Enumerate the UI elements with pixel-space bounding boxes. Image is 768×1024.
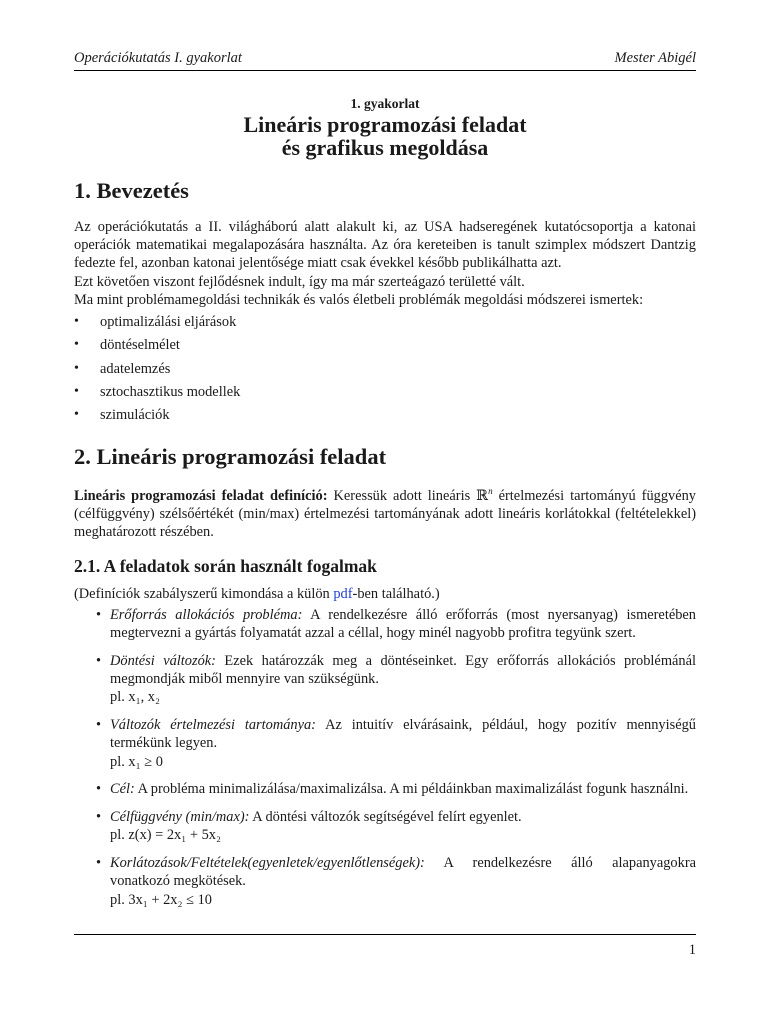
section-2-heading: 2. Lineáris programozási feladat <box>74 444 387 469</box>
bullet-icon: • <box>96 855 102 872</box>
list-item <box>74 808 696 844</box>
concept-example: pl. z(x) = 2x₁ + 5x₂ <box>110 827 221 844</box>
definition-label: Lineáris programozási feladat definíció: <box>74 487 328 504</box>
definition-text-a: Keressük adott lineáris ℝ <box>333 487 489 504</box>
list-item <box>74 716 696 771</box>
title-block <box>74 96 696 159</box>
page-number: 1 <box>688 942 696 958</box>
concept-text: A döntési változók segítségével felírt egyenlet. <box>252 809 522 826</box>
bullet-icon: • <box>74 314 79 329</box>
running-header <box>74 50 696 67</box>
list-item: • döntéselmélet <box>74 337 180 354</box>
list-item <box>74 652 696 707</box>
list-item <box>74 780 696 798</box>
section-1-heading: 1. Bevezetés <box>74 178 189 203</box>
concept-term: Döntési változók: <box>110 653 216 669</box>
header-rule <box>74 70 696 71</box>
definition-superscript: n <box>488 486 493 496</box>
concept-term: Erőforrás allokációs probléma: <box>110 607 303 623</box>
footer-rule <box>74 934 696 935</box>
concept-text: Ezek határozzák meg a döntéseinket. Egy erőforrás allokációs problémánál megmondják miből mennyire van szükségünk. <box>110 653 696 688</box>
concept-text: A probléma minimalizálása/maximalizálsa. A mi példáinkban maximalizálást fogunk használni. <box>137 781 689 798</box>
concept-example: pl. 3x₁ + 2x₂ ≤ 10 <box>110 891 212 908</box>
concept-term: Cél: <box>110 781 135 798</box>
concept-example: pl. x₁, x₂ <box>110 689 161 706</box>
bullet-icon: • <box>74 337 79 353</box>
definition-text-b: értelmezési tartományú függvény (célfüggvény) szélsőértékét (min/max) értelmezési tartományának adott lineáris korlátokkal (feltételekkel) meghatározott részében. <box>74 487 697 541</box>
bullet-icon: • <box>96 781 102 798</box>
intro-paragraph: Az operációkutatás a II. világháború alatt alakult ki, az USA hadseregének kutatócsoportja a katonai operációk matematikai megalapozására használta. Az óra kereteiben is tanult szimplex módszert Dantzig fedezte fel, azonban katonai jelentősége miatt csak évekkel később publikálhatta azt. <box>74 219 696 272</box>
bullet-icon: • <box>96 607 102 623</box>
section-1-body <box>74 218 696 309</box>
concept-example: pl. x₁ ≥ 0 <box>110 753 163 770</box>
bullet-icon: • <box>96 653 102 669</box>
lecture-number: 1. gyakorlat <box>350 96 420 111</box>
list-item: • adatelemzés <box>74 360 171 377</box>
lp-definition <box>74 482 696 541</box>
bullet-icon: • <box>96 809 102 826</box>
list-item: • optimalizálási eljárások <box>74 314 237 330</box>
technique-list <box>74 313 240 429</box>
concept-term: Célfüggvény (min/max): <box>110 809 250 826</box>
bullet-icon: • <box>74 383 79 399</box>
list-item: • sztochasztikus modellek <box>74 383 241 400</box>
list-item <box>74 606 696 642</box>
pdf-link[interactable]: pdf <box>333 586 353 602</box>
definitions-note: (Definíciók szabályszerű kimondása a külön pdf-ben található.) <box>74 586 440 602</box>
concept-text: A rendelkezésre álló alapanyagokra vonatkozó megkötések. <box>110 855 696 890</box>
concept-text: Az intuitív elvárásaink, például, hogy pozitív mennyiségű termékünk legyen. <box>110 717 696 752</box>
intro-paragraph-3: Ma mint problémamegoldási technikák és valós életbeli problémák megoldási módszerei ismertek: <box>74 291 644 308</box>
title-line-2: és grafikus megoldása <box>281 135 489 160</box>
bullet-icon: • <box>74 407 79 423</box>
list-item: • szimulációk <box>74 407 170 424</box>
list-item <box>74 854 696 909</box>
header-author: Mester Abigél <box>614 50 696 66</box>
subsection-2-1-heading: 2.1. A feladatok során használt fogalmak <box>74 556 377 576</box>
bullet-icon: • <box>96 717 102 734</box>
concept-term: Változók értelmezési tartománya: <box>110 717 316 734</box>
intro-paragraph-2: Ezt követően viszont fejlődésnek indult, így ma már szerteágazó területté vált. <box>74 273 525 290</box>
header-course: Operációkutatás I. gyakorlat <box>74 50 242 66</box>
concept-term: Korlátozások/Feltételek(egyenletek/egyenlőtlenségek): <box>110 855 425 872</box>
bullet-icon: • <box>74 360 79 376</box>
concept-list <box>74 606 696 918</box>
title-line-1: Lineáris programozási feladat <box>243 112 527 137</box>
concept-text: A rendelkezésre álló erőforrás (most nyersanyag) ismeretében megtervezni a gyártás folyamatát azzal a céllal, hogy minél nagyobb profitra tegyünk szert. <box>110 607 696 642</box>
